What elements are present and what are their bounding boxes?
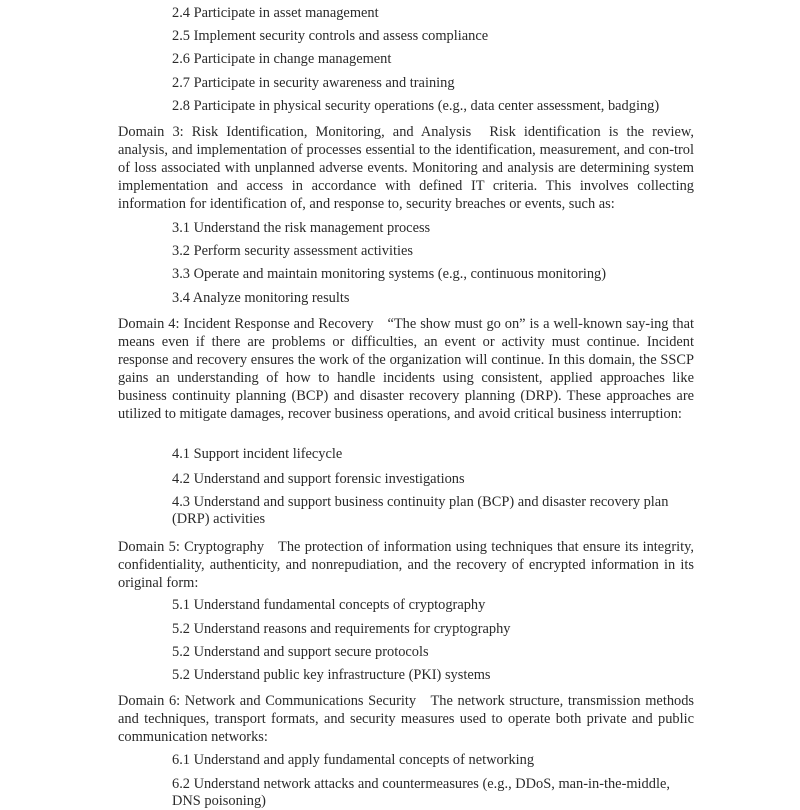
list-item: 5.2 Understand public key infrastructure (PKI) systems bbox=[172, 667, 491, 683]
list-item: 4.3 Understand and support business continuity plan (BCP) and disaster recovery plan (DRP) activities bbox=[172, 494, 669, 527]
domain-6-description: The network structure, transmission methods and techniques, transport formats, and security measures used to operate both private and public communication networks: bbox=[118, 693, 695, 745]
domain-5-heading: Domain 5: Cryptography bbox=[118, 539, 265, 555]
list-item: 6.1 Understand and apply fundamental concepts of networking bbox=[172, 752, 535, 768]
domain-3-paragraph bbox=[118, 123, 694, 213]
list-item: 2.6 Participate in change management bbox=[172, 51, 392, 67]
list-item: 2.8 Participate in physical security operations (e.g., data center assessment, badging) bbox=[172, 98, 660, 114]
domain-6-paragraph bbox=[118, 692, 694, 746]
domain-6-heading: Domain 6: Network and Communications Security bbox=[118, 693, 417, 709]
list-item: 5.2 Understand and support secure protocols bbox=[172, 644, 429, 660]
domain-3-description: Risk identification is the review, analysis, and implementation of processes essential to the identification, measurement, and con-trol of loss associated with unplanned adverse events. Monitoring and analysis are determining system implementation and access in accordance with defined IT criteria. This involves collecting information for identification of, and response to, security breaches or events, such as: bbox=[118, 124, 694, 212]
domain-5-description: The protection of information using techniques that ensure its integrity, confidentiality, authenticity, and nonrepudiation, and the recovery of encrypted information in its original form: bbox=[118, 539, 694, 591]
list-item: 3.2 Perform security assessment activities bbox=[172, 243, 413, 259]
list-item: 3.1 Understand the risk management process bbox=[172, 220, 431, 236]
list-item: 4.1 Support incident lifecycle bbox=[172, 446, 343, 462]
domain-5-paragraph bbox=[118, 538, 694, 592]
list-item: 2.4 Participate in asset management bbox=[172, 5, 379, 21]
list-item: 5.2 Understand reasons and requirements for cryptography bbox=[172, 621, 511, 637]
list-item: 5.1 Understand fundamental concepts of cryptography bbox=[172, 597, 486, 613]
list-item: 3.3 Operate and maintain monitoring systems (e.g., continuous monitoring) bbox=[172, 266, 607, 282]
list-item: 6.2 Understand network attacks and countermeasures (e.g., DDoS, man-in-the-middle, DNS poisoning) bbox=[172, 776, 670, 809]
list-item: 2.5 Implement security controls and assess compliance bbox=[172, 28, 489, 44]
list-item: 3.4 Analyze monitoring results bbox=[172, 290, 350, 306]
domain-3-heading: Domain 3: Risk Identification, Monitoring, and Analysis bbox=[118, 124, 472, 140]
domain-4-description: “The show must go on” is a well-known say-ing that means even if there are problems or difficulties, an event or activity must continue. Incident response and recovery ensures the work of the organization will continue. In this domain, the SSCP gains an understanding of how to handle incidents using consistent, applied approaches like business continuity planning (BCP) and disaster recovery planning (DRP). These approaches are utilized to mitigate damages, recover business operations, and avoid critical business interruption: bbox=[118, 316, 694, 422]
list-item: 4.2 Understand and support forensic investigations bbox=[172, 471, 465, 487]
domain-4-heading: Domain 4: Incident Response and Recovery bbox=[118, 316, 374, 332]
domain-4-paragraph bbox=[118, 315, 694, 423]
list-item: 2.7 Participate in security awareness and training bbox=[172, 75, 455, 91]
